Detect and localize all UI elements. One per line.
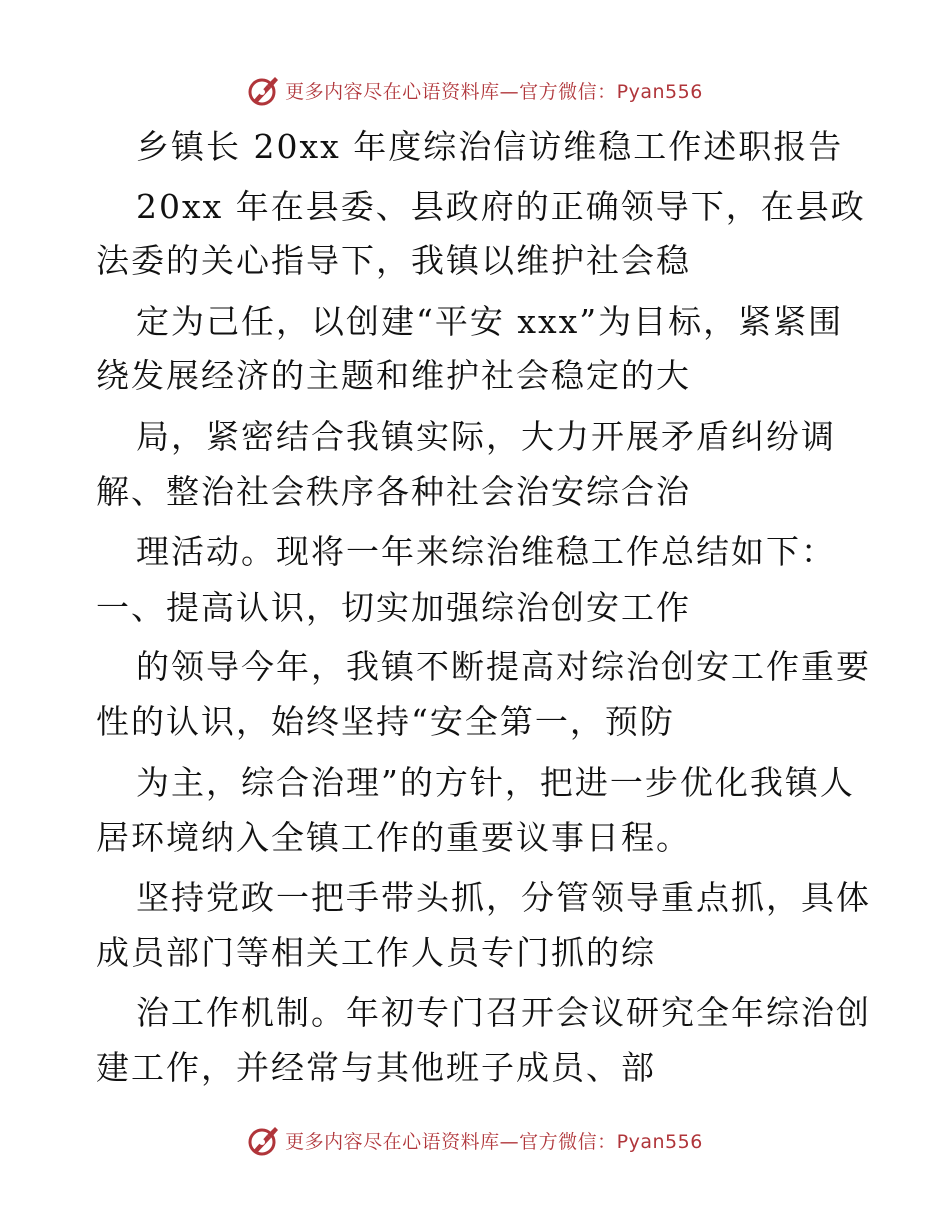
text-line: 为主，综合治理”的方针，把进一步优化我镇人: [136, 763, 855, 802]
document-title: 乡镇长 20xx 年度综治信访维稳工作述职报告: [136, 127, 844, 166]
header-banner-text: 更多内容尽在心语资料库—官方微信：Pyan556: [285, 80, 703, 103]
text-line: 绕发展经济的主题和维护社会稳定的大: [96, 356, 691, 395]
text-line: 法委的关心指导下，我镇以维护社会稳: [96, 241, 691, 280]
footer-banner: [0, 1120, 950, 1160]
text-line: 理活动。现将一年来综治维稳工作总结如下：: [136, 532, 836, 571]
text-line: 局，紧密结合我镇实际，大力开展矛盾纠纷调: [136, 417, 836, 456]
section-heading: 一、提高认识，切实加强综治创安工作: [96, 588, 691, 627]
brush-logo-icon: [247, 1123, 281, 1157]
text-line: 解、整治社会秩序各种社会治安综合治: [96, 472, 691, 511]
text-line: 治工作机制。年初专门召开会议研究全年综治创: [136, 993, 871, 1032]
text-line: 的领导今年，我镇不断提高对综治创安工作重要: [136, 647, 871, 686]
text-line: 坚持党政一把手带头抓，分管领导重点抓，具体: [136, 878, 871, 917]
text-line: 成员部门等相关工作人员专门抓的综: [96, 933, 656, 972]
text-line: 20xx 年在县委、县政府的正确领导下，在县政: [136, 187, 866, 226]
text-line: 性的认识，始终坚持“安全第一，预防: [96, 702, 675, 741]
footer-banner-text: 更多内容尽在心语资料库—官方微信：Pyan556: [285, 1130, 703, 1153]
text-line: 定为己任，以创建“平安 xxx”为目标，紧紧围: [136, 302, 844, 341]
text-line: 居环境纳入全镇工作的重要议事日程。: [96, 818, 691, 857]
text-line: 建工作，并经常与其他班子成员、部: [96, 1048, 656, 1087]
